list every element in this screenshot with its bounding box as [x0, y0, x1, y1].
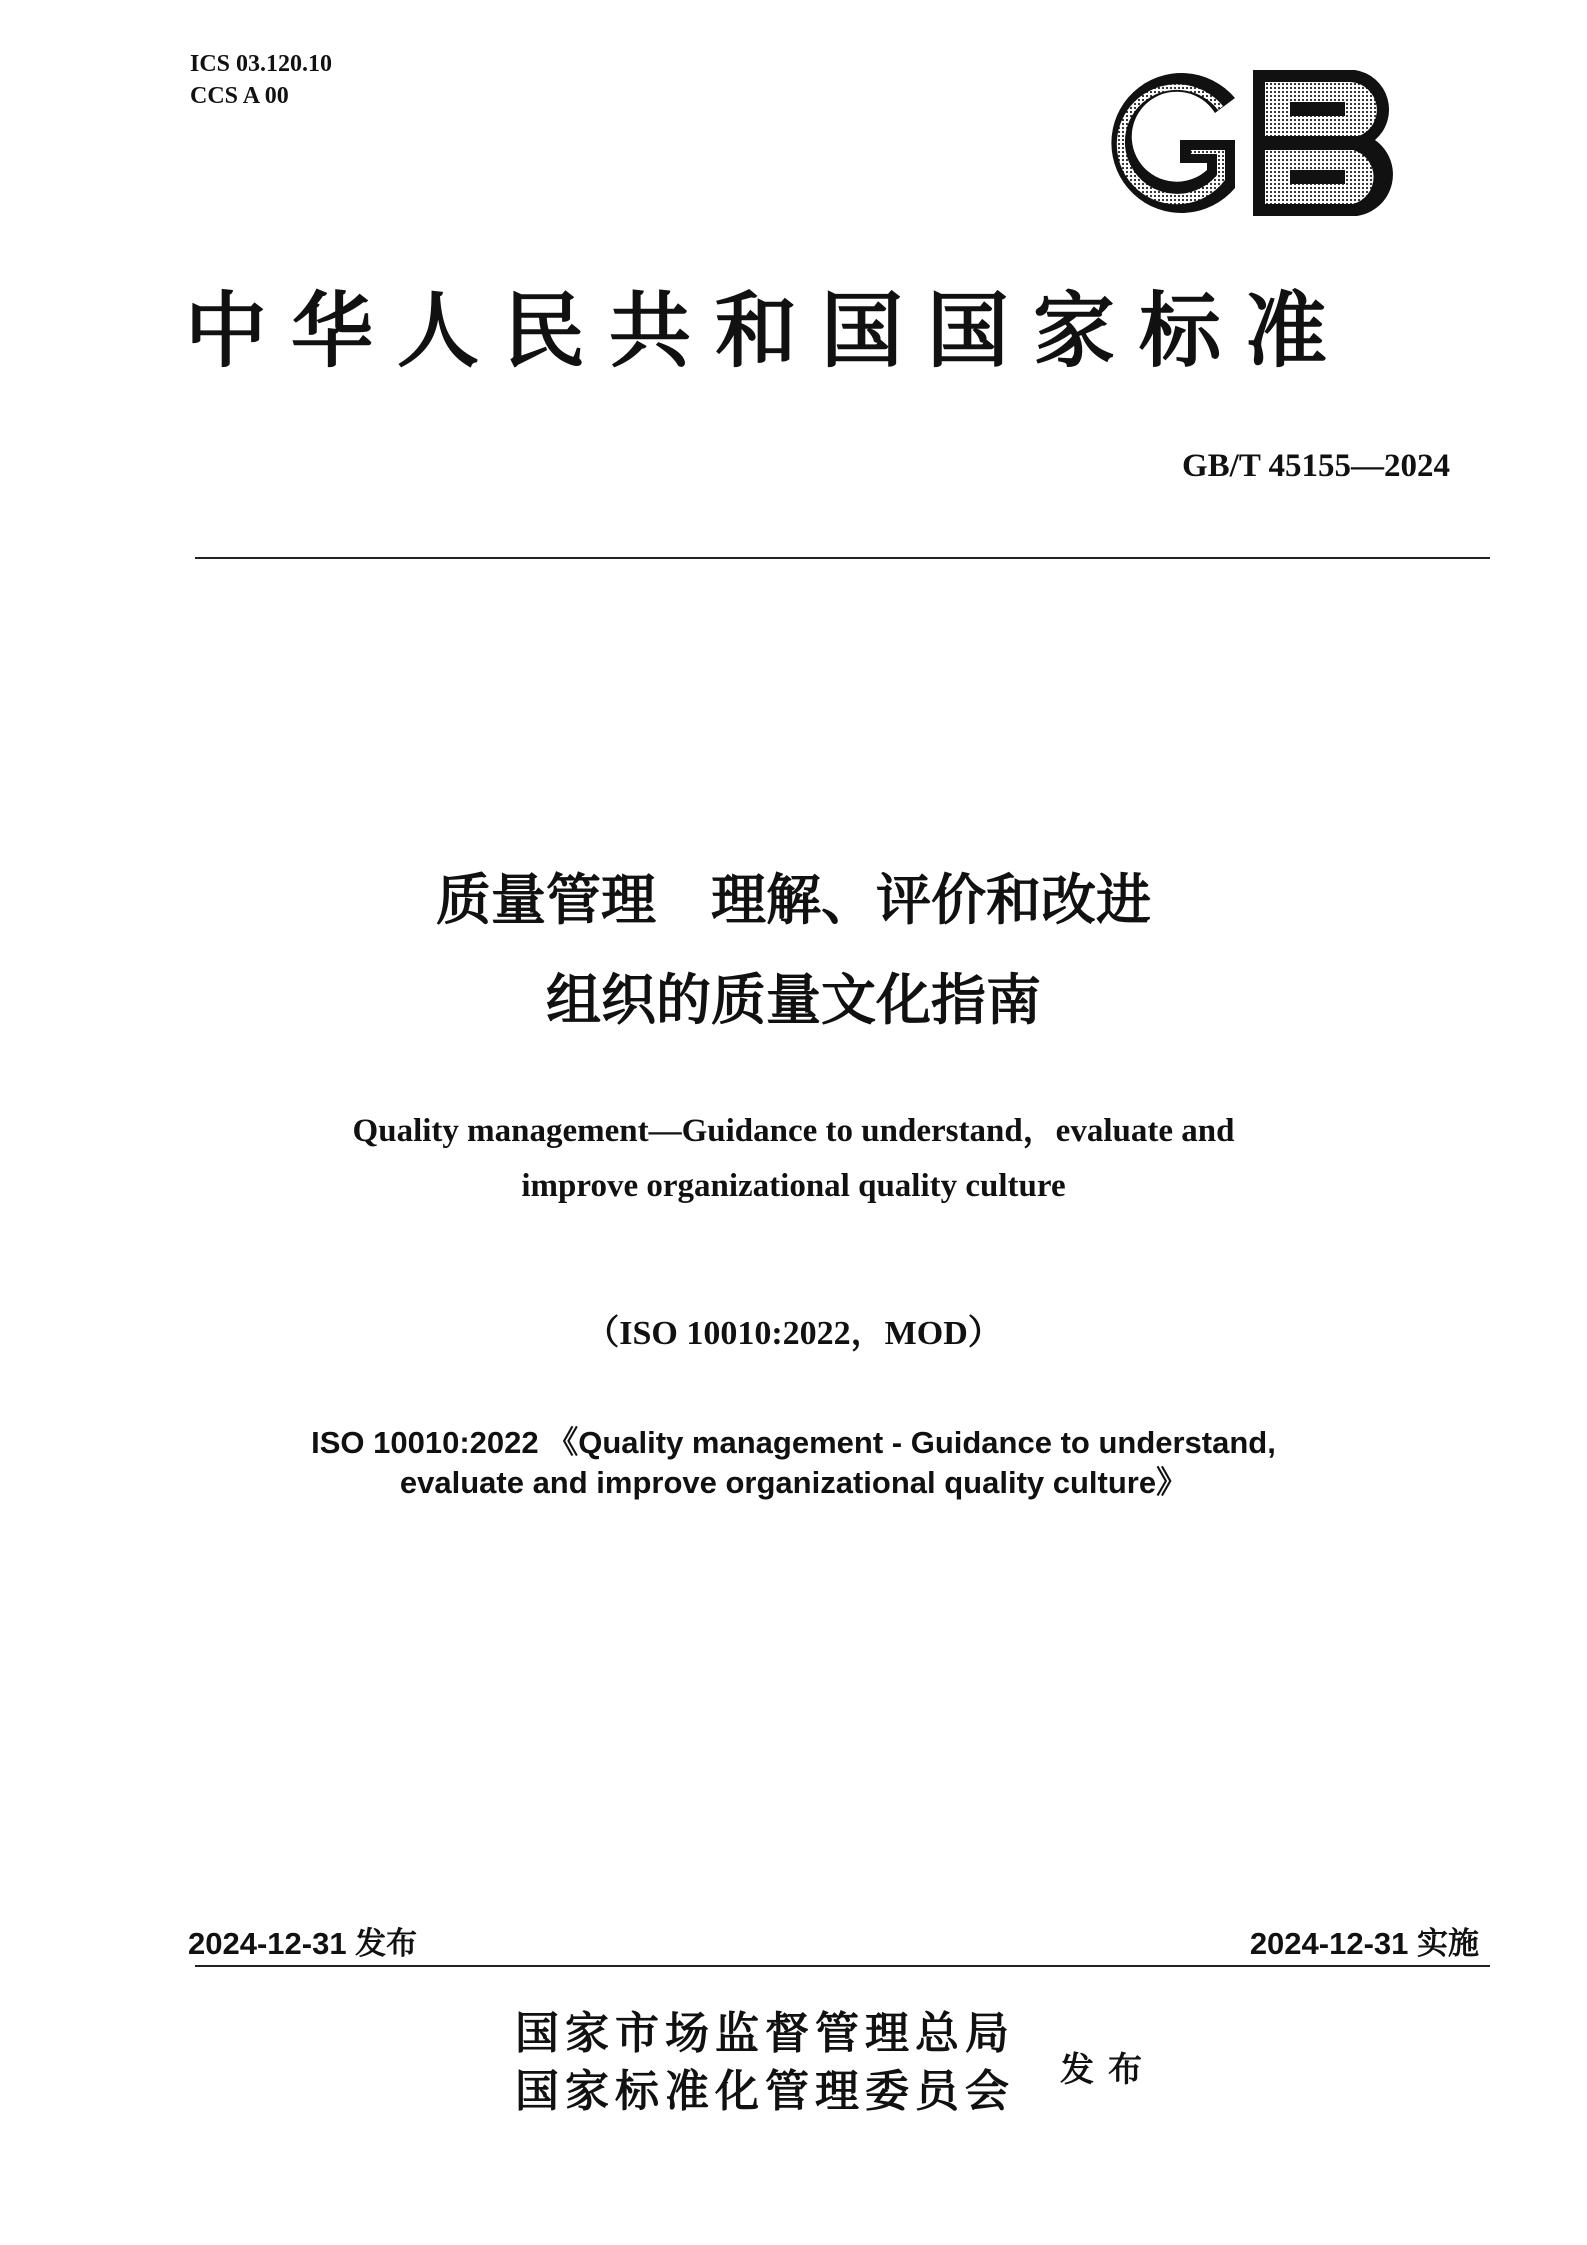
chinese-title-line1: 质量管理 理解、评价和改进: [435, 868, 1151, 932]
classification-codes: [190, 48, 332, 112]
implement-date: 2024-12-31 实施: [1249, 1926, 1479, 1961]
gb-logo: [1085, 58, 1405, 228]
issuer-samr: 国家市场监督管理总局: [515, 2008, 1015, 2059]
ccs-code: CCS A 00: [190, 83, 289, 109]
iso-reference: （ISO 10010:2022，MOD）: [585, 1315, 1002, 1352]
national-standard-title: 中华人民共和国国家标准: [185, 284, 1352, 379]
bottom-divider: [195, 1965, 1490, 1967]
english-title-line2: improve organizational quality culture: [521, 1168, 1066, 1204]
publish-date: 2024-12-31 发布: [188, 1926, 418, 1961]
issuing-authorities: [515, 2005, 1015, 2121]
iso-full-title-line2: evaluate and improve organizational quality culture》: [399, 1465, 1188, 1500]
gb-logo-graphic: [1085, 58, 1405, 228]
standard-number: GB/T 45155—2024: [1181, 448, 1450, 484]
ics-code: ICS 03.120.10: [190, 51, 333, 77]
top-divider: [195, 557, 1490, 559]
issuer-sac: 国家标准化管理委员会: [515, 2066, 1015, 2117]
issue-label: 发布: [1060, 2050, 1156, 2090]
english-title-line1: Quality management—Guidance to understand，evaluate and: [352, 1113, 1235, 1149]
chinese-title-line2: 组织的质量文化指南: [545, 968, 1041, 1032]
iso-full-title-line1: ISO 10010:2022 《Quality management - Guidance to understand,: [311, 1425, 1276, 1460]
